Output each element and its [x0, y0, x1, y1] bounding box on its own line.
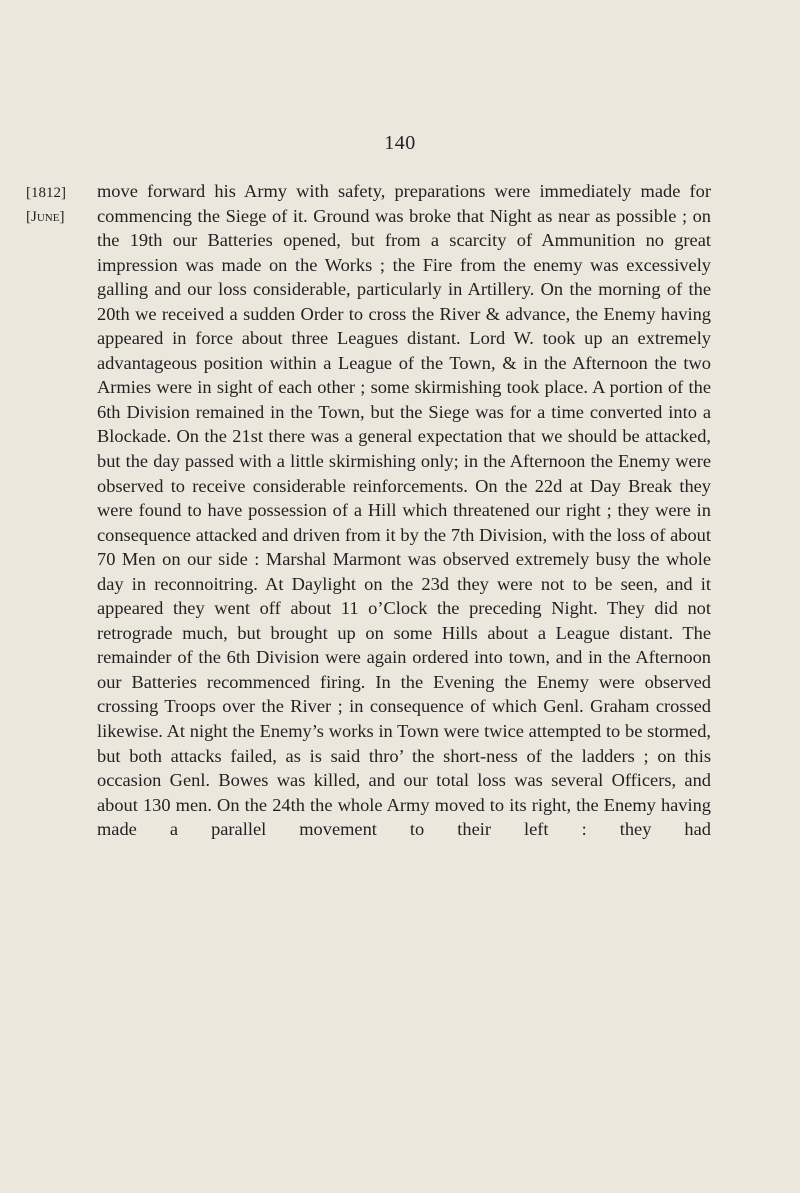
page-number: 140 [384, 132, 416, 154]
margin-notes [26, 181, 86, 229]
body-paragraph: move forward his Army with safety, preparations were immediately made for commencing the Siege of it. Ground was broke that Night as near as possible ; on the 19th our Batteries opened, but from a scarcity of Ammunition no great impression was made on the Works ; the Fire from the enemy was excessively galling and our loss considerable, particularly in Artillery. On the morning of the 20th we received a sudden Order to cross the River & advance, the Enemy having appeared in force about three Leagues distant. Lord W. took up an extremely advantageous position within a League of the Town, & in the Afternoon the two Armies were in sight of each other ; some skirmishing took place. A portion of the 6th Division remained in the Town, but the Siege was for a time converted into a Blockade. On the 21st there was a general expectation that we should be attacked, but the day passed with a little skirmishing only; in the Afternoon the Enemy were observed to receive considerable reinforcements. On the 22d at Day Break they were found to have possession of a Hill which threatened our right ; they were in consequence attacked and driven from it by the 7th Division, with the loss of about 70 Men on our side : Marshal Marmont was observed extremely busy the whole day in reconnoitring. At Daylight on the 23d they were not to be seen, and it appeared they went off about 11 o’Clock the preceding Night. They did not retrograde much, but brought up on some Hills about a League distant. The remainder of the 6th Division were again ordered into town, and in the Afternoon our Batteries recommenced firing. In the Evening the Enemy were observed crossing Troops over the River ; in consequence of which Genl. Graham crossed likewise. At night the Enemy’s works in Town were twice attempted to be stormed, but both attacks failed, as is said thro’ the short-ness of the ladders ; on this occasion Genl. Bowes was killed, and our total loss was several Officers, and about 130 men. On the 24th the whole Army moved to its right, the Enemy having made a parallel movement to their left : they had [97, 181, 711, 840]
margin-year: [1812] [26, 185, 66, 201]
margin-month: [June] [26, 209, 65, 225]
